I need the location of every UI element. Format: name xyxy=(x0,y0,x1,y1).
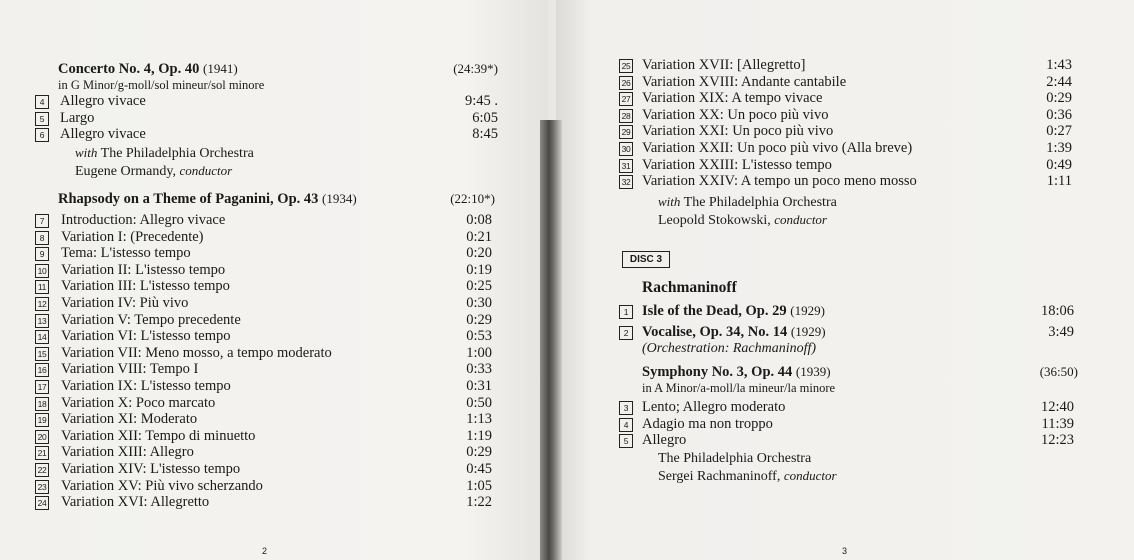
track-title: Variation XV: Più vivo scherzando xyxy=(61,477,263,494)
symphony-heading xyxy=(642,364,1078,395)
track-title: Variation XIV: L'istesso tempo xyxy=(61,460,241,477)
track-time: 0:27 xyxy=(1046,123,1072,140)
symphony-credits xyxy=(658,450,837,485)
track-row xyxy=(619,107,1072,124)
track-time: 1:43 xyxy=(1046,57,1072,73)
track-number: 25 xyxy=(619,59,633,73)
track-time: 0:33 xyxy=(466,361,492,378)
track-number: 6 xyxy=(35,128,49,142)
rhapsody-heading xyxy=(58,191,495,208)
work-key: in A Minor/a-moll/la mineur/la minore xyxy=(642,381,836,395)
track-row xyxy=(35,361,492,378)
track-time: 0:49 xyxy=(1046,156,1072,173)
track-number: 9 xyxy=(35,247,49,261)
track-row xyxy=(35,411,492,428)
track-time: 0:29 xyxy=(1046,90,1072,107)
track-row xyxy=(35,212,492,229)
track-time: 18:06 xyxy=(1040,303,1074,319)
orchestration-note: (Orchestration: Rachmaninoff) xyxy=(642,341,817,356)
track-title: Variation XII: Tempo di minuetto xyxy=(61,427,256,444)
track-title: Variation IX: L'istesso tempo xyxy=(61,377,231,394)
track-time: 0:50 xyxy=(466,394,492,411)
concerto-credits xyxy=(75,144,254,180)
track-title: Variation XIII: Allegro xyxy=(61,444,194,461)
conductor-role: conductor xyxy=(783,468,837,483)
track-row xyxy=(35,295,492,312)
track-time: 0:53 xyxy=(466,328,492,345)
track-row xyxy=(35,110,498,127)
work-key: in G Minor/g-moll/sol mineur/sol minore xyxy=(58,78,265,92)
track-row xyxy=(35,345,492,362)
work-total: (36:50) xyxy=(1039,364,1078,379)
track-row xyxy=(35,229,492,246)
rhapsody-credits xyxy=(658,193,837,229)
track-time: 0:21 xyxy=(466,228,492,245)
work-title: Isle of the Dead, Op. 29 xyxy=(642,303,787,319)
track-title: Variation X: Poco marcato xyxy=(61,394,216,411)
track-title: Variation V: Tempo precedente xyxy=(61,311,241,328)
track-title: Variation VII: Meno mosso, a tempo moderato xyxy=(61,344,332,361)
track-number: 1 xyxy=(619,305,633,319)
track-title: Allegro xyxy=(642,432,687,449)
concerto-heading xyxy=(58,61,498,92)
track-time: 6:05 xyxy=(472,109,498,126)
track-title: Lento; Allegro moderato xyxy=(642,399,786,415)
work-year: (1941) xyxy=(203,61,238,76)
track-title: Variation XVIII: Andante cantabile xyxy=(642,73,847,90)
track-title: Variation VIII: Tempo I xyxy=(61,361,199,378)
track-title: Introduction: Allegro vivace xyxy=(61,212,226,228)
track-number: 13 xyxy=(35,314,49,328)
track-row xyxy=(35,93,498,110)
track-number: 32 xyxy=(619,175,633,189)
track-row xyxy=(619,74,1072,91)
track-title: Variation VI: L'istesso tempo xyxy=(61,328,231,345)
track-number: 21 xyxy=(35,446,49,460)
symphony-track-list xyxy=(619,399,1074,449)
track-number: 5 xyxy=(619,434,633,448)
book-spine xyxy=(540,120,562,560)
track-number: 8 xyxy=(35,231,49,245)
track-row xyxy=(619,157,1072,174)
track-number: 31 xyxy=(619,159,633,173)
track-number: 17 xyxy=(35,380,49,394)
track-number: 22 xyxy=(35,463,49,477)
track-row xyxy=(35,395,492,412)
conductor-role: conductor xyxy=(179,163,233,178)
with-prefix: with xyxy=(75,145,98,160)
track-number: 16 xyxy=(35,363,49,377)
track-time: 0:31 xyxy=(466,377,492,394)
track-time: 3:49 xyxy=(1048,324,1074,340)
track-time: 1:39 xyxy=(1046,139,1072,156)
work-title: Vocalise, Op. 34, No. 14 xyxy=(642,324,788,340)
track-title: Allegro vivace xyxy=(60,93,146,109)
track-title: Variation I: (Precedente) xyxy=(61,228,204,245)
track-title: Variation IV: Più vivo xyxy=(61,294,189,311)
track-number: 15 xyxy=(35,347,49,361)
track-time: 12:40 xyxy=(1040,399,1074,415)
track-row xyxy=(619,123,1072,140)
track-number: 11 xyxy=(35,280,49,294)
track-row xyxy=(619,57,1072,74)
track-time: 0:30 xyxy=(466,294,492,311)
track-time: 1:11 xyxy=(1046,173,1072,190)
track-time: 1:19 xyxy=(466,427,492,444)
track-time: 0:36 xyxy=(1046,106,1072,123)
conductor: Eugene Ormandy, xyxy=(75,164,176,179)
track-title: Variation III: L'istesso tempo xyxy=(61,278,230,295)
track-title: Variation XXII: Un poco più vivo (Alla breve) xyxy=(642,139,913,156)
work-title: Rhapsody on a Theme of Paganini, Op. 43 xyxy=(58,191,319,207)
track-title: Tema: L'istesso tempo xyxy=(61,245,191,262)
track-time: 0:45 xyxy=(466,460,492,477)
orchestra: The Philadelphia Orchestra xyxy=(658,451,812,466)
track-row xyxy=(35,262,492,279)
rhapsody-track-list xyxy=(35,212,492,511)
track-number: 29 xyxy=(619,125,633,139)
track-title: Variation XVII: [Allegretto] xyxy=(642,57,806,73)
disc-label: DISC 3 xyxy=(622,251,670,268)
with-prefix: with xyxy=(658,194,681,209)
work-year: (1929) xyxy=(790,303,825,318)
track-row xyxy=(35,245,492,262)
track-time: 0:29 xyxy=(466,444,492,461)
track-time: 1:00 xyxy=(466,344,492,361)
track-time: 0:19 xyxy=(466,261,492,278)
track-row xyxy=(35,428,492,445)
track-title: Allegro vivace xyxy=(60,126,146,143)
track-number: 24 xyxy=(35,496,49,510)
track-number: 14 xyxy=(35,330,49,344)
track-row xyxy=(35,478,492,495)
track-number: 28 xyxy=(619,109,633,123)
track-title: Variation XVI: Allegretto xyxy=(61,494,210,511)
rhapsody-continued-track-list xyxy=(619,57,1072,190)
track-row xyxy=(619,173,1072,190)
track-number: 2 xyxy=(619,326,633,340)
track-title: Variation XX: Un poco più vivo xyxy=(642,106,829,123)
isle-of-the-dead-track xyxy=(619,303,1074,320)
track-row xyxy=(35,378,492,395)
track-time: 1:05 xyxy=(466,477,492,494)
orchestra: The Philadelphia Orchestra xyxy=(683,195,837,210)
track-number: 3 xyxy=(619,401,633,415)
work-total: (22:10*) xyxy=(450,191,495,206)
track-title: Variation XXI: Un poco più vivo xyxy=(642,123,834,140)
track-time: 9:45 . xyxy=(464,93,498,109)
track-number: 7 xyxy=(35,214,49,228)
track-number: 12 xyxy=(35,297,49,311)
track-row xyxy=(35,461,492,478)
track-number: 18 xyxy=(35,397,49,411)
track-time: 0:20 xyxy=(466,245,492,262)
track-row xyxy=(35,278,492,295)
track-title: Variation XXIII: L'istesso tempo xyxy=(642,156,832,173)
track-time: 0:08 xyxy=(466,212,492,228)
track-row xyxy=(619,432,1074,449)
track-number: 23 xyxy=(35,480,49,494)
work-title: Symphony No. 3, Op. 44 xyxy=(642,364,793,380)
work-year: (1939) xyxy=(795,364,831,379)
work-title: Concerto No. 4, Op. 40 xyxy=(58,61,200,77)
track-row xyxy=(35,126,498,143)
conductor: Leopold Stokowski, xyxy=(658,213,771,228)
track-number: 19 xyxy=(35,413,49,427)
track-time: 11:39 xyxy=(1041,415,1074,432)
work-year: (1934) xyxy=(322,191,357,206)
orchestra: The Philadelphia Orchestra xyxy=(100,146,254,161)
track-time: 0:29 xyxy=(466,311,492,328)
track-row xyxy=(619,416,1074,433)
track-title: Variation II: L'istesso tempo xyxy=(61,261,226,278)
track-number: 20 xyxy=(35,430,49,444)
track-title: Largo xyxy=(60,109,95,126)
concerto-track-list xyxy=(35,93,498,143)
track-title: Variation XIX: A tempo vivace xyxy=(642,90,823,107)
vocalise-track xyxy=(619,324,1074,357)
track-number: 30 xyxy=(619,142,633,156)
track-title: Variation XI: Moderato xyxy=(61,411,198,428)
track-time: 12:23 xyxy=(1040,432,1074,449)
track-time: 1:22 xyxy=(466,494,492,511)
track-row xyxy=(619,399,1074,416)
track-number: 26 xyxy=(619,76,633,90)
track-time: 2:44 xyxy=(1046,73,1072,90)
page-number-right: 3 xyxy=(842,546,848,556)
track-row xyxy=(35,328,492,345)
track-number: 4 xyxy=(35,95,49,109)
track-number: 4 xyxy=(619,418,633,432)
composer-heading: Rachmaninoff xyxy=(642,279,737,296)
track-time: 1:13 xyxy=(466,411,492,428)
track-row xyxy=(35,494,492,511)
track-time: 8:45 xyxy=(472,126,498,143)
conductor: Sergei Rachmaninoff, xyxy=(658,469,781,484)
track-time: 0:25 xyxy=(466,278,492,295)
track-row xyxy=(35,312,492,329)
conductor-role: conductor xyxy=(774,212,827,227)
track-number: 27 xyxy=(619,92,633,106)
track-row xyxy=(619,90,1072,107)
track-title: Variation XXIV: A tempo un poco meno mosso xyxy=(642,173,917,190)
page-number-left: 2 xyxy=(262,546,268,556)
track-row xyxy=(35,444,492,461)
track-number: 5 xyxy=(35,112,49,126)
track-number: 10 xyxy=(35,264,49,278)
work-year: (1929) xyxy=(790,324,826,339)
track-row xyxy=(619,140,1072,157)
track-title: Adagio ma non troppo xyxy=(642,415,773,432)
work-total: (24:39*) xyxy=(453,61,498,76)
